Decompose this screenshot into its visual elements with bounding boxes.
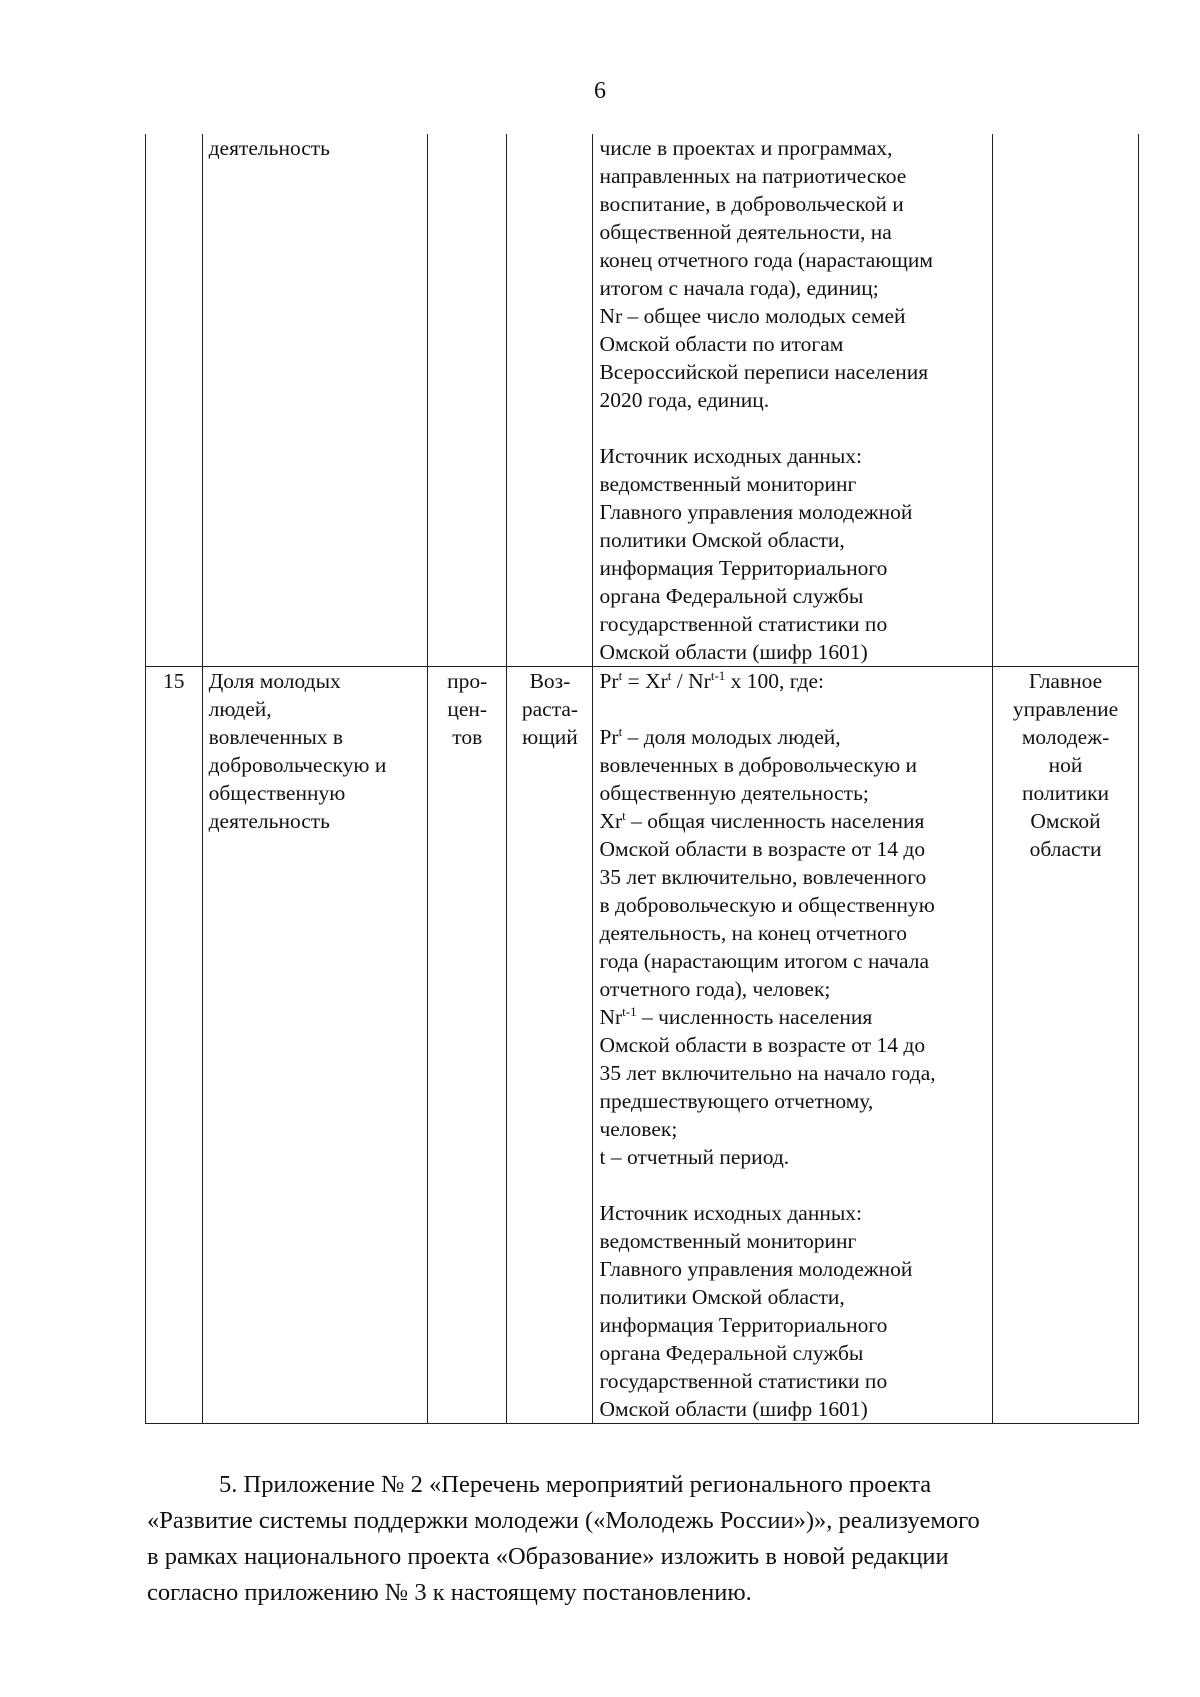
- cell-responsible: [993, 134, 1139, 667]
- cell-trend: [507, 134, 593, 667]
- indicator-name-line: общественную: [208, 781, 346, 805]
- indicator-name-line: Доля молодых: [208, 669, 341, 693]
- cell-method: [593, 667, 993, 1424]
- definition-line: Омской области в возрасте от 14 до: [599, 837, 926, 861]
- cell-method: [593, 134, 993, 667]
- definition-line: 35 лет включительно, вовлеченного: [599, 865, 927, 889]
- responsible-line: ной: [1048, 753, 1083, 777]
- method-line: направленных на патриотическое: [599, 164, 907, 188]
- method-line: Nr – общее число молодых семей: [599, 304, 906, 328]
- paragraph-line: согласно приложению № 3 к настоящему постановлению.: [147, 1579, 752, 1606]
- trend-line: Воз-: [529, 669, 571, 693]
- definition-line: года (нарастающим итогом с начала: [599, 949, 929, 973]
- source-line: Главного управления молодежной: [599, 500, 913, 524]
- source-line: ведомственный мониторинг: [599, 1229, 857, 1253]
- definition-xr: Xr$^t$ – общая численность населения: [599, 808, 925, 833]
- responsible-line: молодеж-: [1021, 725, 1110, 749]
- table-row-15: [146, 667, 1139, 1424]
- source-line: политики Омской области,: [599, 1285, 845, 1309]
- row-number: 15: [163, 669, 185, 693]
- definition-line: деятельность, на конец отчетного: [599, 921, 907, 945]
- indicator-name-line: вовлеченных в: [208, 725, 344, 749]
- definition-line: в добровольческую и общественную: [599, 893, 935, 917]
- method-line: конец отчетного года (нарастающим: [599, 248, 934, 272]
- definition-line: человек;: [599, 1117, 678, 1141]
- paragraph-line: 5. Приложение № 2 «Перечень мероприятий регионального проекта: [219, 1471, 932, 1498]
- cell-responsible: [993, 667, 1139, 1424]
- paragraph-line: «Развитие системы поддержки молодежи («Молодежь России»)», реализуемого: [147, 1507, 980, 1534]
- cell-trend: [507, 667, 593, 1424]
- method-line: Омской области по итогам: [599, 332, 844, 356]
- cell-indicator-name: [202, 667, 427, 1424]
- cell-unit: [427, 667, 506, 1424]
- unit-line: про-: [447, 669, 488, 693]
- source-line: информация Территориального: [599, 556, 888, 580]
- cell-number: [146, 134, 203, 667]
- source-line: Источник исходных данных:: [599, 1201, 862, 1225]
- source-line: политики Омской области,: [599, 528, 845, 552]
- resolution-paragraph: [147, 1467, 1132, 1611]
- definition-t: t – отчетный период.: [599, 1145, 790, 1169]
- source-line: Омской области (шифр 1601): [599, 1397, 868, 1421]
- source-line: ведомственный мониторинг: [599, 472, 857, 496]
- method-line: 2020 года, единиц.: [599, 388, 770, 412]
- source-line: Главного управления молодежной: [599, 1257, 913, 1281]
- unit-line: цен-: [447, 697, 488, 721]
- indicator-name-line: деятельность: [208, 809, 330, 833]
- cell-indicator-name: [202, 134, 427, 667]
- responsible-line: Омской: [1030, 809, 1101, 833]
- source-line: государственной статистики по: [599, 612, 888, 636]
- table-row-continued: [146, 134, 1139, 667]
- method-line: Всероссийской переписи населения: [599, 360, 929, 384]
- trend-line: раста-: [521, 697, 579, 721]
- responsible-line: политики: [1022, 781, 1110, 805]
- method-line: общественной деятельности, на: [599, 220, 892, 244]
- indicator-name-fragment: деятельность: [208, 136, 330, 160]
- source-line: государственной статистики по: [599, 1369, 888, 1393]
- source-line: органа Федеральной службы: [599, 584, 864, 608]
- cell-unit: [427, 134, 506, 667]
- indicators-table: [145, 134, 1139, 1424]
- formula-line: $Pr^t = Xr^t / Nr^{t-1}$ x 100, где:: [599, 668, 824, 693]
- definition-line: отчетного года), человек;: [599, 977, 831, 1001]
- unit-line: тов: [452, 725, 483, 749]
- source-line: Источник исходных данных:: [599, 444, 862, 468]
- indicator-name-line: людей,: [208, 697, 272, 721]
- definition-line: Омской области в возрасте от 14 до: [599, 1033, 926, 1057]
- responsible-line: области: [1029, 837, 1102, 861]
- cell-number: [146, 667, 203, 1424]
- method-line: итогом с начала года), единиц;: [599, 276, 879, 300]
- indicator-name-line: добровольческую и: [208, 753, 387, 777]
- responsible-line: Главное: [1028, 669, 1103, 693]
- page-number: 6: [594, 78, 606, 104]
- definition-line: 35 лет включительно на начало года,: [599, 1061, 936, 1085]
- definition-nr: Nr$^{t-1}$ – численность населения: [599, 1004, 873, 1029]
- responsible-line: управление: [1012, 697, 1119, 721]
- paragraph-line: в рамках национального проекта «Образование» изложить в новой редакции: [147, 1543, 949, 1570]
- source-line: информация Территориального: [599, 1313, 888, 1337]
- method-line: числе в проектах и программах,: [599, 136, 893, 160]
- source-line: Омской области (шифр 1601): [599, 640, 868, 664]
- definition-pr: Pr$^t$ – доля молодых людей,: [599, 724, 841, 749]
- definition-line: предшествующего отчетному,: [599, 1089, 874, 1113]
- method-line: воспитание, в добровольческой и: [599, 192, 904, 216]
- source-line: органа Федеральной службы: [599, 1341, 864, 1365]
- definition-line: вовлеченных в добровольческую и: [599, 753, 918, 777]
- trend-line: ющий: [522, 725, 578, 749]
- definition-line: общественную деятельность;: [599, 781, 869, 805]
